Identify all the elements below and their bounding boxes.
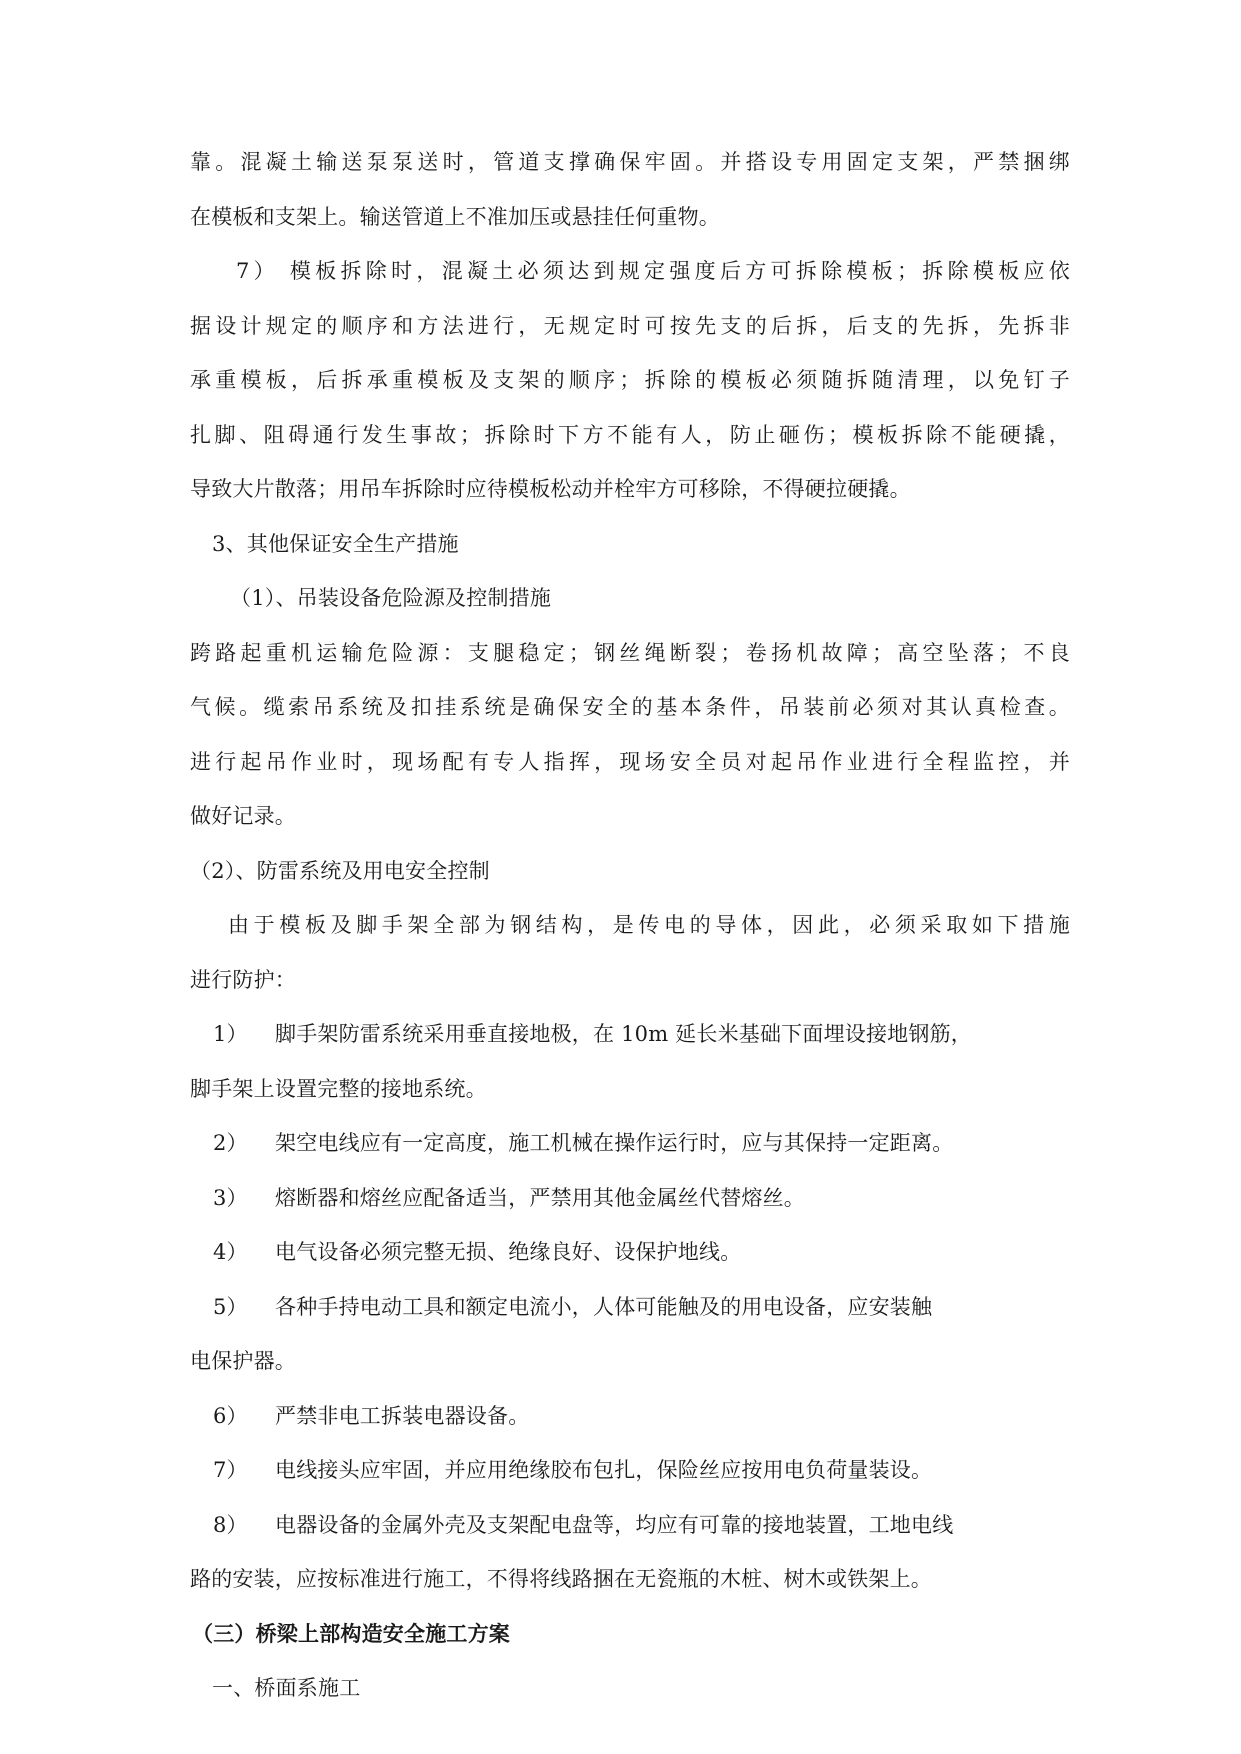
list-item-text: 熔断器和熔丝应配备适当，严禁用其他金属丝代替熔丝。 [275, 1186, 805, 1210]
list-item [213, 1183, 1070, 1213]
list-number: 1） [213, 1022, 248, 1046]
paragraph-line: 导致大片散落；用吊车拆除时应待模板松动并栓牢方可移除，不得硬拉硬撬。 [190, 477, 911, 501]
section-heading: 3、其他保证安全生产措施 [212, 532, 459, 556]
section-heading: 一、桥面系施工 [212, 1676, 361, 1700]
chapter-heading: （三）桥梁上部构造安全施工方案 [192, 1622, 510, 1646]
paragraph-line: 电保护器。 [190, 1349, 296, 1373]
paragraph-line: 扎脚、阻碍通行发生事故；拆除时下方不能有人，防止砸伤；模板拆除不能硬撬， [190, 423, 1070, 447]
paragraph-line: 据设计规定的顺序和方法进行，无规定时可按先支的后拆，后支的先拆，先拆非 [190, 314, 1070, 338]
paragraph-line: 由于模板及脚手架全部为钢结构，是传电的导体，因此，必须采取如下措施 [228, 913, 1070, 937]
list-item [213, 1019, 1070, 1049]
paragraph-line: 脚手架上设置完整的接地系统。 [190, 1077, 487, 1101]
paragraph-line: 承重模板，后拆承重模板及支架的顺序；拆除的模板必须随拆随清理，以免钉子 [190, 368, 1070, 392]
list-number: 6） [213, 1404, 248, 1428]
subsection-heading: （1）、吊装设备危险源及控制措施 [230, 586, 552, 610]
list-item [213, 1237, 1070, 1267]
paragraph-line: 在模板和支架上。输送管道上不准加压或悬挂任何重物。 [190, 205, 720, 229]
list-item [213, 1510, 1070, 1540]
list-number: 8） [213, 1513, 248, 1537]
list-item [213, 1128, 1070, 1158]
list-number: 3） [213, 1186, 248, 1210]
list-number: 7） [213, 1458, 248, 1482]
paragraph-line: 进行防护： [190, 968, 296, 992]
list-item-text: 脚手架防雷系统采用垂直接地极，在 10m 延长米基础下面埋设接地钢筋， [275, 1022, 972, 1046]
list-item-text: 严禁非电工拆装电器设备。 [275, 1404, 530, 1428]
list-item [213, 1401, 1070, 1431]
paragraph-line: 7） 模板拆除时，混凝土必须达到规定强度后方可拆除模板；拆除模板应依 [236, 259, 1070, 283]
paragraph-line: 靠。混凝土输送泵泵送时，管道支撑确保牢固。并搭设专用固定支架，严禁捆绑 [190, 150, 1070, 174]
list-item-text: 电气设备必须完整无损、绝缘良好、设保护地线。 [275, 1240, 742, 1264]
list-item-text: 架空电线应有一定高度，施工机械在操作运行时，应与其保持一定距离。 [275, 1131, 954, 1155]
paragraph-line: 跨路起重机运输危险源：支腿稳定；钢丝绳断裂；卷扬机故障；高空坠落；不良 [190, 641, 1070, 665]
paragraph-line: 气候。缆索吊系统及扣挂系统是确保安全的基本条件，吊装前必须对其认真检查。 [190, 695, 1070, 719]
list-number: 2） [213, 1131, 248, 1155]
paragraph-line: 进行起吊作业时，现场配有专人指挥，现场安全员对起吊作业进行全程监控，并 [190, 750, 1070, 774]
list-item-text: 电器设备的金属外壳及支架配电盘等，均应有可靠的接地装置，工地电线 [275, 1513, 954, 1537]
list-item [213, 1292, 1070, 1322]
subsection-heading: （2）、防雷系统及用电安全控制 [190, 859, 490, 883]
list-item [213, 1455, 1070, 1485]
list-item-text: 电线接头应牢固，并应用绝缘胶布包扎，保险丝应按用电负荷量装设。 [275, 1458, 933, 1482]
paragraph-line: 做好记录。 [190, 804, 296, 828]
list-number: 4） [213, 1240, 248, 1264]
paragraph-line: 路的安装，应按标准进行施工，不得将线路捆在无瓷瓶的木桩、树木或铁架上。 [190, 1567, 932, 1591]
list-item-text: 各种手持电动工具和额定电流小，人体可能触及的用电设备，应安装触 [275, 1295, 933, 1319]
list-number: 5） [213, 1295, 248, 1319]
